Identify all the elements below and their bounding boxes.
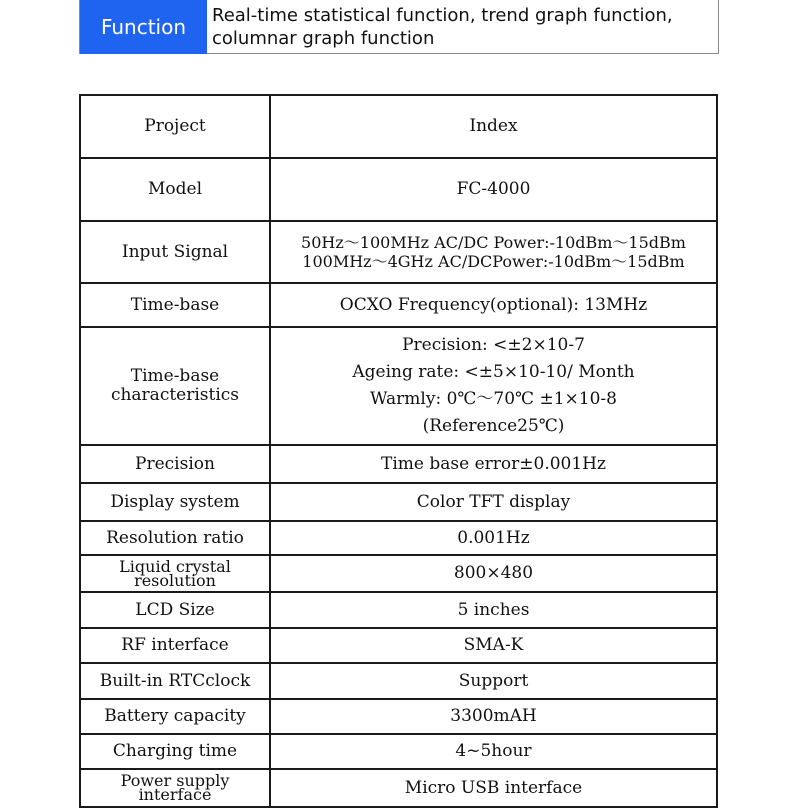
charging-value: 4~5hour bbox=[270, 734, 717, 769]
resolution-ratio-value: 0.001Hz bbox=[270, 521, 717, 555]
model-label: Model bbox=[80, 158, 270, 221]
function-label: Function bbox=[80, 0, 207, 54]
table-row bbox=[80, 521, 717, 555]
rf-interface-label: RF interface bbox=[80, 628, 270, 663]
lc-resolution-value: 800×480 bbox=[270, 555, 717, 592]
table-row bbox=[80, 555, 717, 592]
time-base-char-line-4: (Reference25℃) bbox=[422, 416, 565, 436]
lcd-size-value: 5 inches bbox=[270, 592, 717, 628]
table-row bbox=[80, 327, 717, 445]
lc-resolution-label bbox=[80, 555, 270, 592]
table-row bbox=[80, 445, 717, 483]
input-signal-label: Input Signal bbox=[80, 221, 270, 283]
display-system-value: Color TFT display bbox=[270, 483, 717, 521]
table-row bbox=[80, 628, 717, 663]
time-base-value: OCXO Frequency(optional): 13MHz bbox=[270, 283, 717, 327]
power-label bbox=[80, 769, 270, 807]
table-row bbox=[80, 283, 717, 327]
power-label-2: interface bbox=[138, 785, 212, 804]
resolution-ratio-label: Resolution ratio bbox=[80, 521, 270, 555]
table-row bbox=[80, 769, 717, 807]
time-base-label: Time-base bbox=[80, 283, 270, 327]
header-project: Project bbox=[80, 95, 270, 158]
battery-value: 3300mAH bbox=[270, 699, 717, 734]
time-base-char-label-1: Time-base bbox=[130, 366, 220, 386]
precision-value: Time base error±0.001Hz bbox=[270, 445, 717, 483]
display-system-label: Display system bbox=[80, 483, 270, 521]
table-row bbox=[80, 158, 717, 221]
input-signal-line-1: 50Hz～100MHz AC/DC Power:-10dBm～15dBm bbox=[301, 233, 686, 252]
time-base-characteristics-value bbox=[270, 327, 717, 445]
header-index: Index bbox=[270, 95, 717, 158]
lc-resolution-label-2: resolution bbox=[134, 570, 216, 590]
table-row bbox=[80, 483, 717, 521]
power-value: Micro USB interface bbox=[270, 769, 717, 807]
table-row bbox=[80, 699, 717, 734]
function-description bbox=[212, 4, 712, 50]
lcd-size-label: LCD Size bbox=[80, 592, 270, 628]
time-base-char-label-2: characteristics bbox=[110, 385, 240, 405]
function-line-2: columnar graph function bbox=[212, 28, 435, 49]
spec-table bbox=[79, 94, 718, 808]
table-row bbox=[80, 663, 717, 699]
table-row bbox=[80, 221, 717, 283]
rtc-label: Built-in RTCclock bbox=[80, 663, 270, 699]
battery-label: Battery capacity bbox=[80, 699, 270, 734]
model-value: FC-4000 bbox=[270, 158, 717, 221]
function-line-1: Real-time statistical function, trend graph function, bbox=[212, 5, 673, 26]
time-base-char-line-2: Ageing rate: <±5×10-10/ Month bbox=[352, 362, 635, 382]
rf-interface-value: SMA-K bbox=[270, 628, 717, 663]
input-signal-line-2: 100MHz～4GHz AC/DCPower:-10dBm～15dBm bbox=[302, 252, 685, 271]
input-signal-value bbox=[270, 221, 717, 283]
time-base-char-line-1: Precision: <±2×10-7 bbox=[402, 335, 585, 355]
time-base-char-line-3: Warmly: 0℃～70℃ ±1×10-8 bbox=[370, 389, 617, 409]
power-label-1: Power supply bbox=[120, 771, 230, 790]
precision-label: Precision bbox=[80, 445, 270, 483]
lc-resolution-label-1: Liquid crystal bbox=[119, 556, 231, 576]
table-row bbox=[80, 95, 717, 158]
function-panel bbox=[79, 0, 719, 54]
table-row bbox=[80, 734, 717, 769]
table-row bbox=[80, 592, 717, 628]
rtc-value: Support bbox=[270, 663, 717, 699]
charging-label: Charging time bbox=[80, 734, 270, 769]
time-base-characteristics-label bbox=[80, 327, 270, 445]
